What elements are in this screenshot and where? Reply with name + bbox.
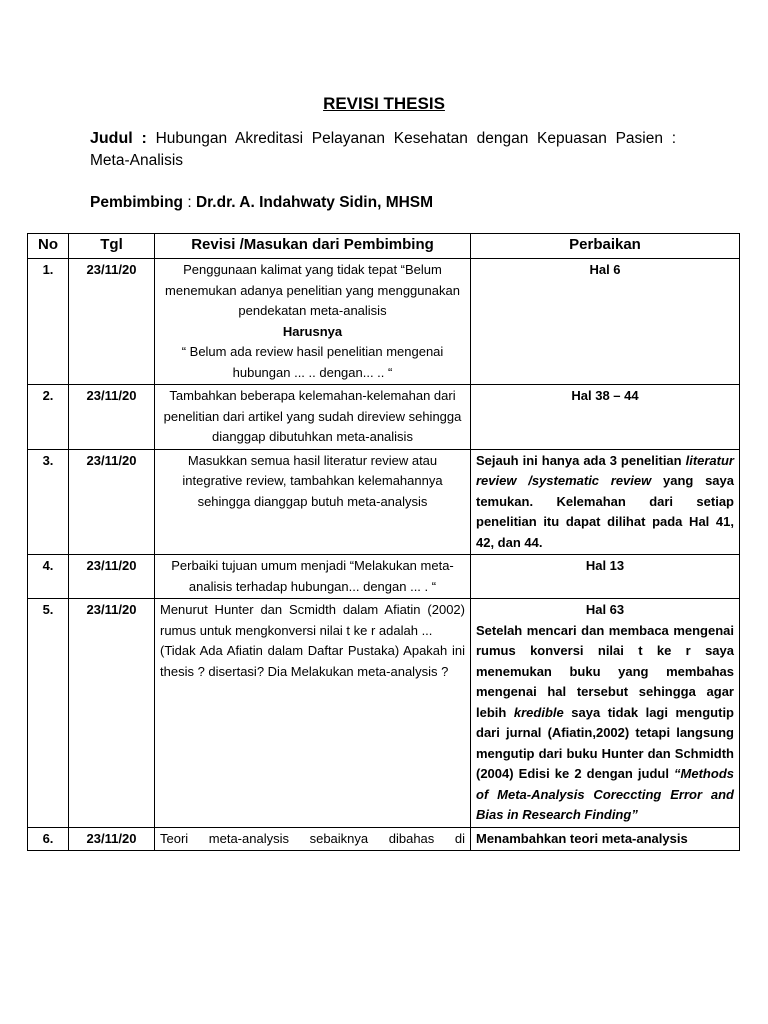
row-revisi: Tambahkan beberapa kelemahan-kelemahan dari penelitian dari artikel yang sudah direview sehingga dianggap dibutuhkan meta-analisis (155, 385, 471, 450)
perbaikan-text: Hal 13 (585, 558, 625, 573)
judul-text: Hubungan Akreditasi Pelayanan Kesehatan dengan Kepuasan Pasien : Meta-Analisis (90, 130, 677, 169)
row-no: 2. (28, 385, 69, 450)
revisi-text: Menurut Hunter dan Scmidth dalam Afiatin (2002) rumus untuk mengkonversi nilai t ke r adalah ... (160, 602, 465, 638)
perbaikan-italic-text: kredible (513, 704, 564, 720)
revisi-text: (Tidak Ada Afiatin dalam Daftar Pustaka) Apakah ini thesis ? disertasi? Dia Melakukan meta-analysis ? (160, 643, 465, 679)
perbaikan-text: Hal 38 – 44 (571, 388, 639, 403)
row-date: 23/11/20 (69, 449, 155, 555)
table-row (28, 599, 740, 828)
table-header-row (28, 234, 740, 259)
row-perbaikan: Menambahkan teori meta-analysis (471, 827, 740, 851)
row-no: 4. (28, 555, 69, 599)
revisi-text: “ Belum ada review hasil penelitian mengenai hubungan ... .. dengan... .. “ (181, 344, 444, 380)
revisi-text: Penggunaan kalimat yang tidak tepat “Belum menemukan adanya penelitian yang menggunakan pendekatan meta-analisis (165, 262, 460, 318)
header-tgl: Tgl (69, 234, 155, 259)
revision-table (27, 233, 740, 851)
perbaikan-text: yang saya temukan. Kelemahan dari setiap penelitian itu dapat dilihat pada Hal 41, 42, dan 44. (476, 473, 738, 550)
thesis-title-block (90, 128, 676, 172)
row-date: 23/11/20 (69, 599, 155, 828)
row-revisi (155, 259, 471, 385)
row-date: 23/11/20 (69, 827, 155, 851)
table-row (28, 449, 740, 555)
header-no: No (28, 234, 69, 259)
perbaikan-italic-text: literatur review /systematic review (476, 452, 734, 488)
revisi-text: Teori meta-analysis sebaiknya dibahas di (160, 830, 465, 846)
row-no: 6. (28, 827, 69, 851)
row-date: 23/11/20 (69, 259, 155, 385)
row-revisi: Masukkan semua hasil literatur review atau integrative review, tambahkan kelemahannya sehingga dianggap butuh meta-analysis (155, 449, 471, 555)
row-revisi: Perbaiki tujuan umum menjadi “Melakukan meta-analisis terhadap hubungan... dengan ... . “ (155, 555, 471, 599)
row-date: 23/11/20 (69, 555, 155, 599)
perbaikan-hal: Hal 63 (585, 602, 625, 617)
row-revisi (155, 599, 471, 828)
row-perbaikan (471, 599, 740, 828)
row-no: 5. (28, 599, 69, 828)
row-no: 1. (28, 259, 69, 385)
judul-label: Judul : (90, 130, 147, 147)
table-row (28, 555, 740, 599)
row-perbaikan (471, 449, 740, 555)
pembimbing-separator: : (183, 194, 196, 211)
row-perbaikan (471, 385, 740, 450)
perbaikan-text: saya tidak lagi mengutip dari jurnal (Afiatin,2002) tetapi langsung mengutip dari buku Hunter dan Schmidth (2004) Edisi ke 2 dengan judul (476, 704, 738, 781)
revisi-bold-text: Harusnya (282, 323, 343, 339)
table-row (28, 385, 740, 450)
table-row (28, 827, 740, 851)
row-perbaikan (471, 259, 740, 385)
header-revisi: Revisi /Masukan dari Pembimbing (155, 234, 471, 259)
pembimbing-name: Dr.dr. A. Indahwaty Sidin, MHSM (195, 194, 434, 211)
perbaikan-text: Hal 6 (589, 262, 621, 277)
supervisor-block (90, 192, 690, 214)
perbaikan-text: Setelah mencari dan membaca mengenai rumus konversi nilai t ke r saya menemukan buku yang membahas mengenai hal tersebut sehingga agar lebih (476, 622, 738, 720)
row-revisi (155, 827, 471, 851)
row-no: 3. (28, 449, 69, 555)
pembimbing-label: Pembimbing (90, 194, 184, 211)
perbaikan-italic-text: “Methods of Meta-Analysis Coreccting Error and Bias in Research Finding” (476, 766, 734, 822)
document-title: REVISI THESIS (323, 94, 445, 113)
row-date: 23/11/20 (69, 385, 155, 450)
row-perbaikan (471, 555, 740, 599)
table-row (28, 259, 740, 385)
header-perbaikan: Perbaikan (471, 234, 740, 259)
perbaikan-text: Sejauh ini hanya ada 3 penelitian (476, 452, 686, 468)
